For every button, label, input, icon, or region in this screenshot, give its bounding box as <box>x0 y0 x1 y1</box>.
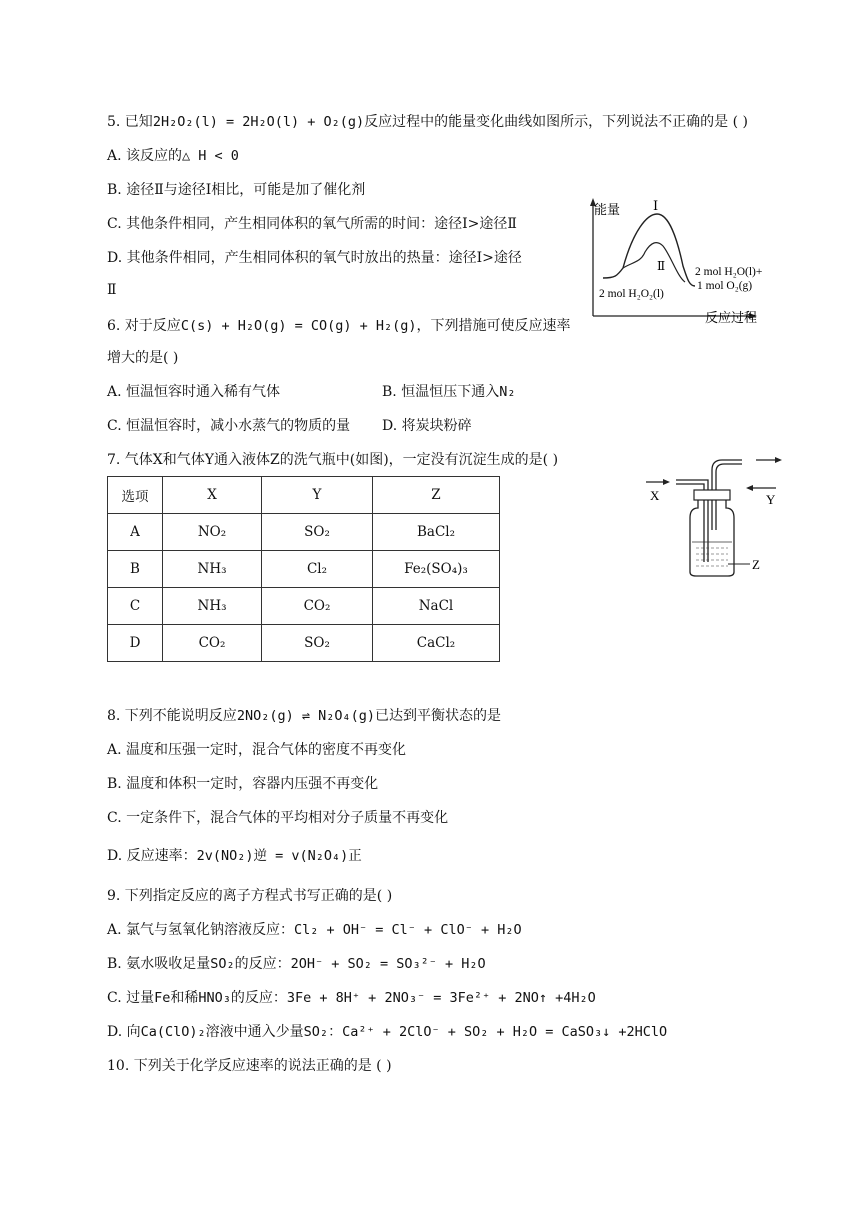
energy-path-1 <box>603 214 695 286</box>
energy-label-path1: Ⅰ <box>653 199 659 214</box>
q9-option-c-and: 和稀 <box>170 990 199 1006</box>
q9-option-c-text2: 的反应： <box>230 990 287 1006</box>
q9-option-a-math: Cl₂ + OH⁻ = Cl⁻ + ClO⁻ + H₂O <box>294 922 522 938</box>
q9-option-b-text2: 的反应： <box>234 956 291 972</box>
table-header-cell: 选项 <box>108 477 163 514</box>
q8-option-d-text: D. 反应速率： <box>107 848 197 864</box>
q8-option-c: C. 一定条件下，混合气体的平均相对分子质量不再变化 <box>107 810 449 826</box>
q9-option-c-text: C. 过量 <box>107 990 155 1006</box>
energy-diagram <box>585 196 815 331</box>
q9-option-b <box>107 954 486 974</box>
q9-option-c-hno3: HNO₃ <box>198 990 231 1006</box>
table-header-row <box>108 477 500 514</box>
table-cell: SO₂ <box>262 625 373 662</box>
q5-option-d-cont: Ⅱ <box>107 282 117 298</box>
out-arrow-icon <box>775 457 782 463</box>
q8-option-d-math: 2v(NO₂)逆 = v(N₂O₄)正 <box>196 848 362 864</box>
q7-stem: 7. 气体X和气体Y通入液体Z的洗气瓶中(如图)，一定没有沉淀生成的是( ) <box>107 452 559 468</box>
q9-option-c-math: 3Fe + 8H⁺ + 2NO₃⁻ = 3Fe²⁺ + 2NO↑ +4H₂O <box>286 990 596 1006</box>
q9-option-d <box>107 1022 667 1042</box>
q9-option-d-so2: SO₂ <box>303 1024 329 1040</box>
q7-table <box>107 476 500 662</box>
q9-option-b-so2: SO₂ <box>210 956 235 972</box>
q6-stem-suffix: ，下列措施可使反应速率 <box>416 318 571 334</box>
table-header-cell: Y <box>262 477 373 514</box>
energy-product-label-1: 2 mol H₂O(l)+ <box>695 266 763 278</box>
bottle-label-x: X <box>650 488 660 503</box>
q9-option-c-fe: Fe <box>154 990 171 1006</box>
table-cell: BaCl₂ <box>373 514 500 551</box>
q9-option-d-math: Ca²⁺ + 2ClO⁻ + SO₂ + H₂O = CaSO₃↓ +2HClO <box>342 1024 668 1040</box>
q9-option-a <box>107 920 522 940</box>
q8-option-d <box>107 846 362 866</box>
q8-equation: 2NO₂(g) ⇌ N₂O₄(g) <box>236 708 375 724</box>
q5-option-c: C. 其他条件相同，产生相同体积的氧气所需的时间：途径Ⅰ>途径Ⅱ <box>107 216 517 232</box>
energy-product-label-2: 1 mol O₂(g) <box>697 280 753 292</box>
table-row <box>108 551 500 588</box>
bottle-label-y: Y <box>766 492 776 507</box>
q5-option-b: B. 途径Ⅱ与途径Ⅰ相比，可能是加了催化剂 <box>107 182 366 198</box>
q8-option-a: A. 温度和压强一定时，混合气体的密度不再变化 <box>107 742 407 758</box>
q6-option-b <box>382 382 515 402</box>
table-row <box>108 625 500 662</box>
q6-option-a: A. 恒温恒容时通入稀有气体 <box>107 384 281 400</box>
table-cell: D <box>108 625 163 662</box>
q10-stem: 10. 下列关于化学反应速率的说法正确的是 ( ) <box>107 1058 392 1074</box>
bottle-stopper <box>694 490 730 500</box>
q9-option-a-text: A. 氯气与氢氧化钠溶液反应： <box>107 922 295 938</box>
q9-option-d-text2: 溶液中通入少量 <box>205 1024 304 1040</box>
table-cell: NH₃ <box>163 551 262 588</box>
table-cell: CO₂ <box>262 588 373 625</box>
table-cell: CaCl₂ <box>373 625 500 662</box>
q6-option-b-text: B. 恒温恒压下通入 <box>382 384 500 400</box>
q6-equation: C(s) + H₂O(g) = CO(g) + H₂(g) <box>180 318 417 334</box>
q8-stem-suffix: 已达到平衡状态的是 <box>374 708 501 724</box>
table-header-cell: Z <box>373 477 500 514</box>
table-cell: SO₂ <box>262 514 373 551</box>
q5-option-a-math: △ H < 0 <box>182 148 239 164</box>
q5-equation: 2H₂O₂(l) = 2H₂O(l) + O₂(g) <box>152 114 365 130</box>
q5-stem-prefix: 5. 已知 <box>107 114 153 130</box>
q5-stem <box>107 112 748 132</box>
q6-stem-cont: 增大的是( ) <box>107 350 179 366</box>
q5-option-d: D. 其他条件相同，产生相同体积的氧气时放出的热量：途径Ⅰ>途径 <box>107 250 522 266</box>
q6-stem <box>107 316 571 336</box>
energy-x-label: 反应过程 <box>705 311 758 326</box>
q9-option-d-text: D. 向 <box>107 1024 141 1040</box>
q6-option-d: D. 将炭块粉碎 <box>382 418 472 434</box>
q5-option-a-text: A. 该反应的 <box>107 148 183 164</box>
q8-option-b: B. 温度和体积一定时，容器内压强不再变化 <box>107 776 379 792</box>
table-cell: NaCl <box>373 588 500 625</box>
table-cell: NH₃ <box>163 588 262 625</box>
energy-label-path2: Ⅱ <box>657 259 666 273</box>
table-cell: Fe₂(SO₄)₃ <box>373 551 500 588</box>
x-arrow-icon <box>663 479 670 485</box>
q9-option-d-salt: Ca(ClO)₂ <box>140 1024 206 1040</box>
energy-reactant-label: 2 mol H₂O₂(l) <box>599 288 664 300</box>
q9-stem: 9. 下列指定反应的离子方程式书写正确的是( ) <box>107 888 393 904</box>
q6-stem-prefix: 6. 对于反应 <box>107 318 181 334</box>
table-cell: NO₂ <box>163 514 262 551</box>
q9-option-b-text: B. 氨水吸收足量 <box>107 956 211 972</box>
table-cell: A <box>108 514 163 551</box>
bottle-label-z: Z <box>752 557 760 572</box>
table-cell: C <box>108 588 163 625</box>
q9-option-c <box>107 988 596 1008</box>
table-cell: CO₂ <box>163 625 262 662</box>
q9-option-d-colon: ： <box>328 1024 343 1040</box>
washing-bottle-diagram <box>640 450 790 582</box>
q8-stem-prefix: 8. 下列不能说明反应 <box>107 708 237 724</box>
q5-stem-suffix: 反应过程中的能量变化曲线如图所示，下列说法不正确的是 ( ) <box>364 114 748 130</box>
energy-y-label: 能量 <box>594 203 621 218</box>
q6-option-c: C. 恒温恒容时，减小水蒸气的物质的量 <box>107 418 351 434</box>
q8-stem <box>107 706 501 726</box>
q5-option-a <box>107 146 239 166</box>
q9-option-b-math: 2OH⁻ + SO₂ = SO₃²⁻ + H₂O <box>290 956 486 972</box>
y-arrow-icon <box>746 485 753 491</box>
table-cell: Cl₂ <box>262 551 373 588</box>
table-header-cell: X <box>163 477 262 514</box>
q6-option-b-math: N₂ <box>499 384 516 400</box>
table-cell: B <box>108 551 163 588</box>
energy-path-2 <box>623 243 685 282</box>
table-row <box>108 514 500 551</box>
table-row <box>108 588 500 625</box>
